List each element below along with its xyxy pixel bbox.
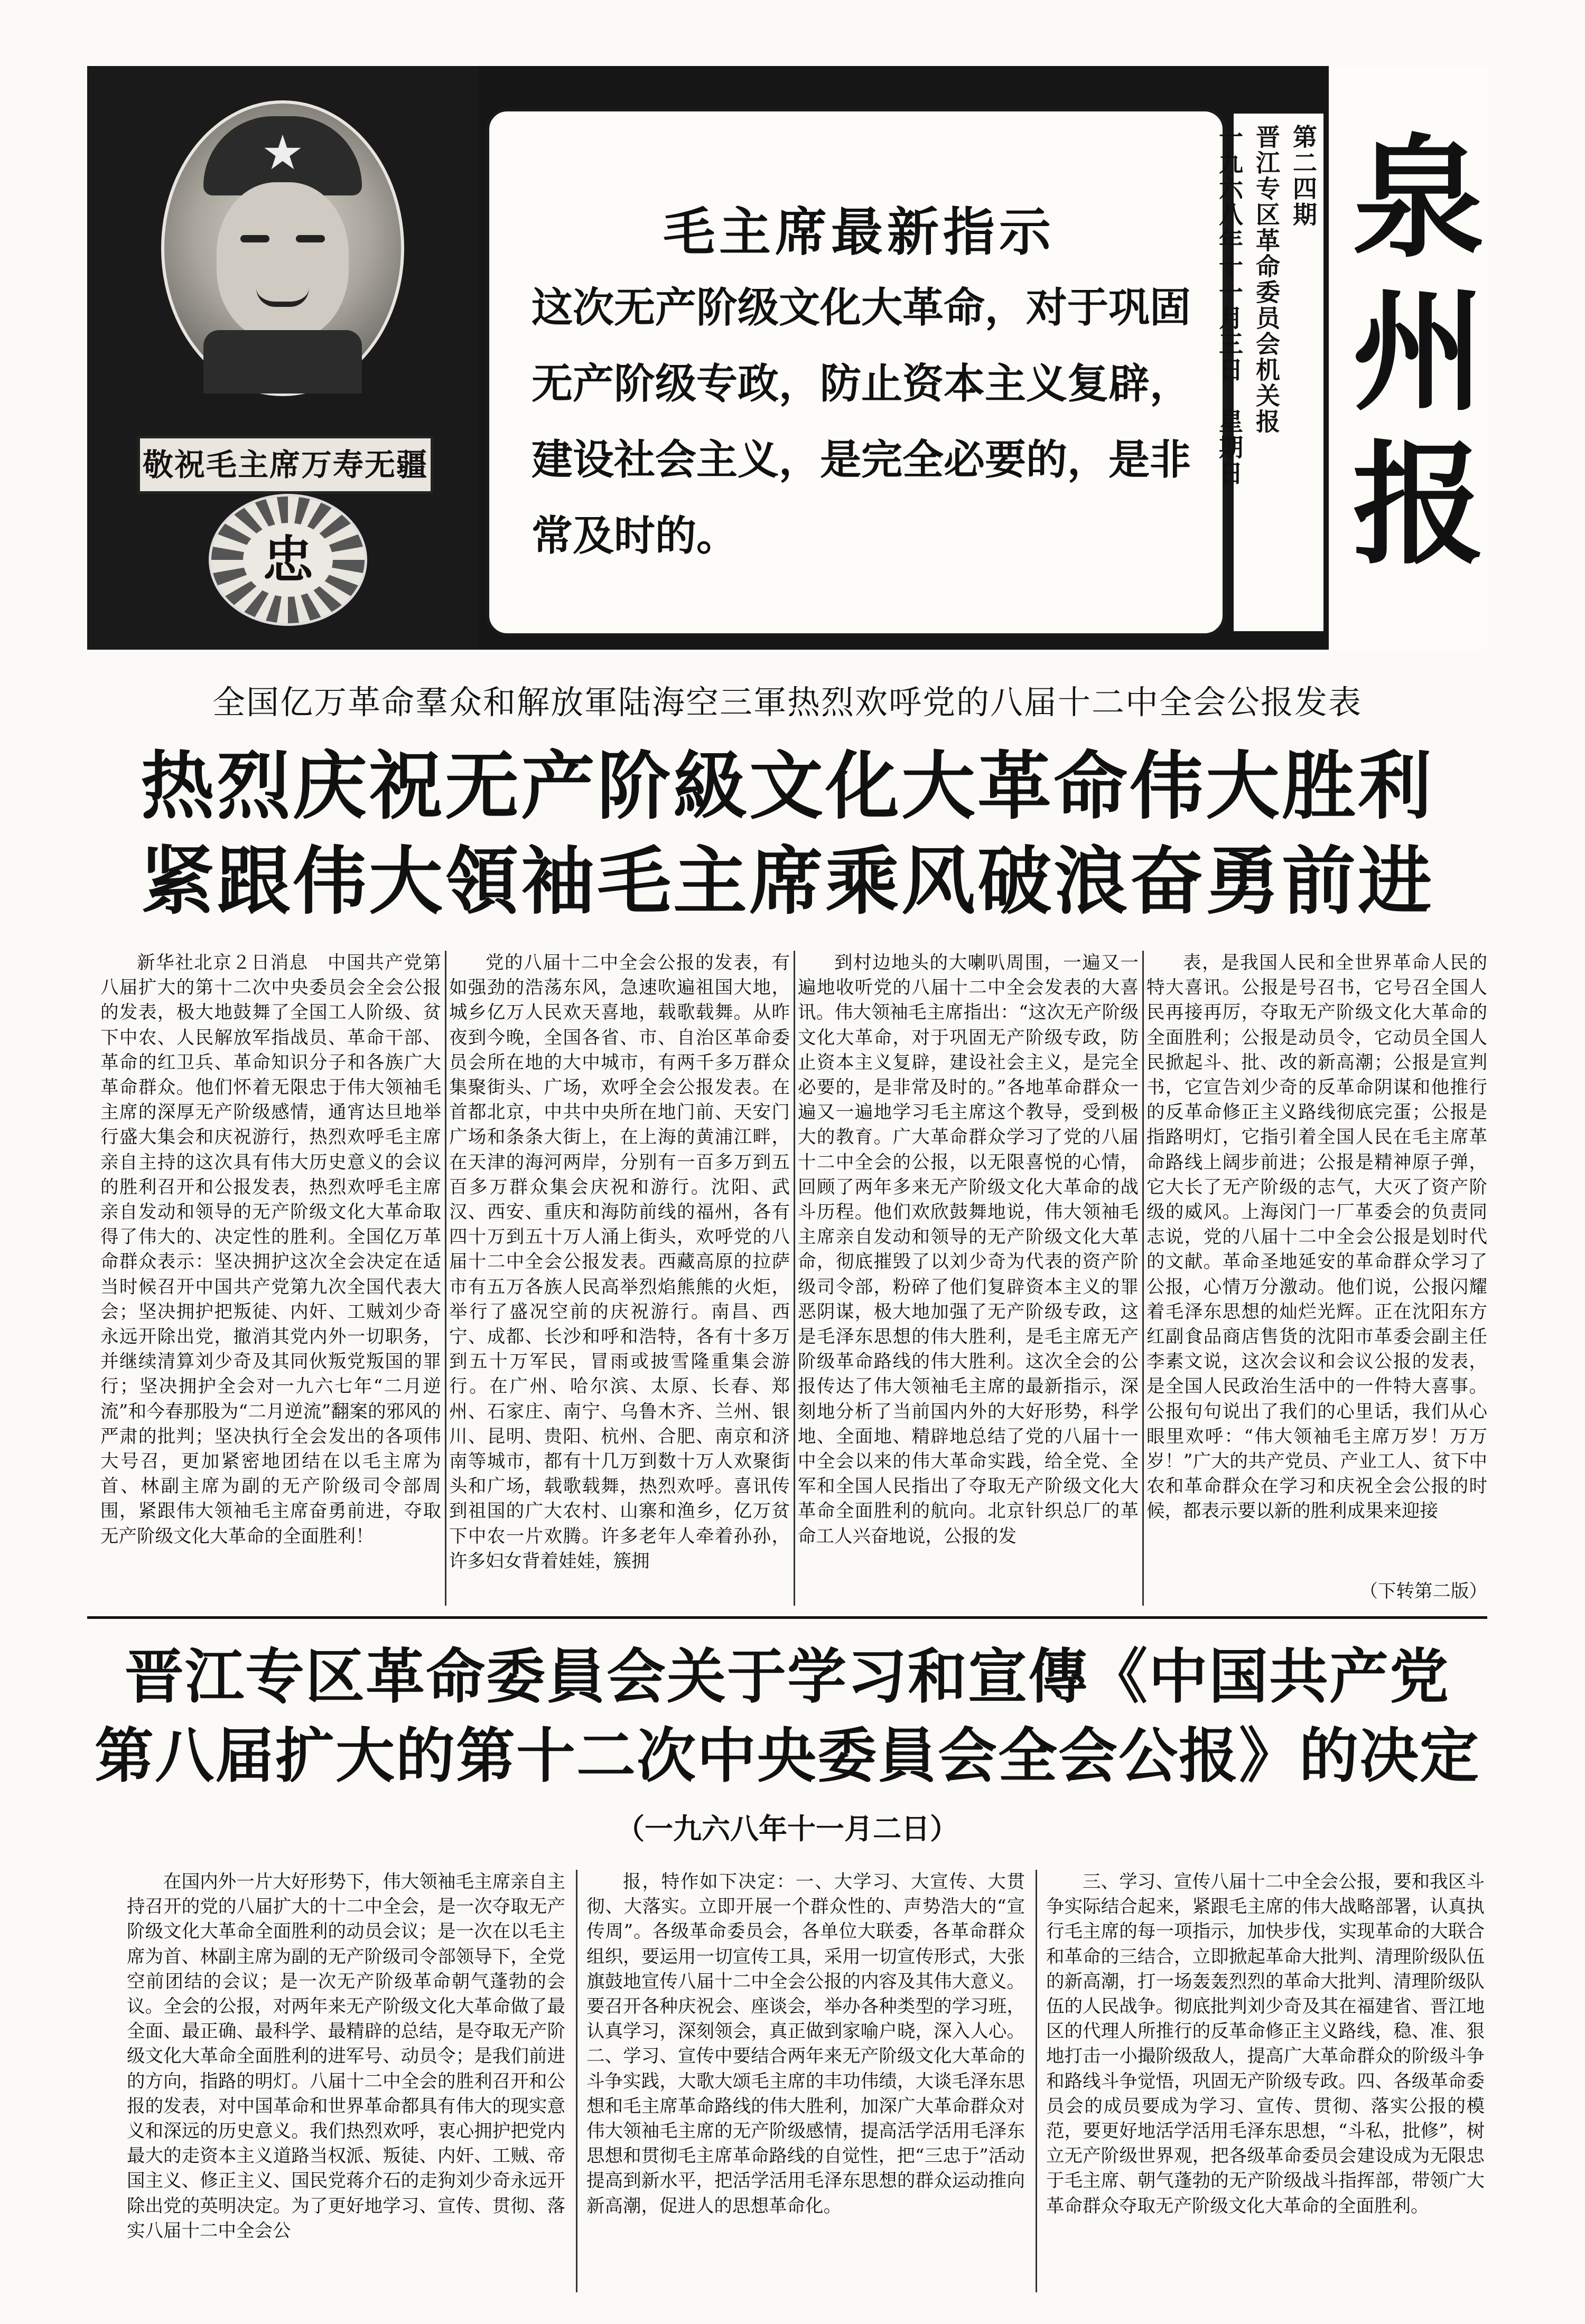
lead-column-4 [1146, 951, 1487, 1606]
lead-paragraph: 到村边地头的大喇叭周围，一遍又一遍地收听党的八届十二中全会发表的大喜讯。伟大领袖毛主席指出：“这次无产阶级文化大革命，对于巩固无产阶级专政，防止资本主义复辟，建设社会主义，是完全必要的，是非常及时的。”各地革命群众一遍又一遍地学习毛主席这个教导，受到极大的教育。广大革命群众学习了党的八届十二中全会的公报，以无限喜悦的心情，回顾了两年多来无产阶级文化大革命的战斗历程。他们欢欣鼓舞地说，伟大领袖毛主席亲自发动和领导的无产阶级文化大革命，彻底摧毁了以刘少奇为代表的资产阶级司令部，粉碎了他们复辟资本主义的罪恶阴谋，极大地加强了无产阶级专政，这是毛泽东思想的伟大胜利，是毛主席无产阶级革命路线的伟大胜利。这次全会的公报传达了伟大领袖毛主席的最新指示，深刻地分析了当前国内外的大好形势，科学地、全面地、精辟地总结了党的八届十一中全会以来的伟大革命实践，给全党、全军和全国人民指出了夺取无产阶级文化大革命全面胜利的航向。北京针织总厂的革命工人兴奋地说，公报的发 [798, 952, 1139, 1547]
decision-paragraph: 在国内外一片大好形势下，伟大领袖毛主席亲自主持召开的党的八届扩大的十二中全会，是一次夺取无产阶级文化大革命全面胜利的动员会议；是一次在以毛主席为首、林副主席为副的无产阶级司令部领导下，全党空前团结的会议；是一次无产阶级革命朝气蓬勃的会议。全会的公报，对两年来无产阶级文化大革命做了最全面、最正确、最科学、最精辟的总结，是夺取无产阶级文化大革命全面胜利的进军号、动员令；是我们前进的方向，指路的明灯。八届十二中全会的胜利召开和公报的发表，对中国革命和世界革命都具有伟大的现实意义和深远的历史意义。我们热烈欢呼，衷心拥护把党内最大的走资本主义道路当权派、叛徒、内奸、工贼、帝国主义、修正主义、国民党蒋介石的走狗刘少奇永远开除出党的英明决定。为了更好地学习、宣传、贯彻、落实八届十二中全会公 [127, 1871, 565, 2242]
lead-column-2 [449, 951, 790, 1606]
portrait-eye-right [296, 235, 325, 242]
lead-paragraph: 党的八届十二中全会公报的发表，有如强劲的浩荡东风，急速吹遍祖国大地，城乡亿万人民欢天喜地，载歌载舞。从昨夜到今晚，全国各省、市、自治区革命委员会所在地的大中城市，有两千多万群众集聚街头、广场，欢呼全会公报发表。在首都北京，中共中央所在地门前、天安门广场和条条大街上，在上海的黄浦江畔，在天津的海河两岸，分别有一百多万到五百多万群众集会庆祝和游行。沈阳、武汉、西安、重庆和海防前线的福州，各有四十万到五十万人涌上街头，欢呼党的八届十二中全会公报发表。西藏高原的拉萨市有五万各族人民高举烈焰熊熊的火炬，举行了盛况空前的庆祝游行。南昌、西宁、成都、长沙和呼和浩特，各有十多万到五十万军民，冒雨或披雪隆重集会游行。在广州、哈尔滨、太原、长春、郑州、石家庄、南宁、乌鲁木齐、兰州、银川、昆明、贵阳、杭州、合肥、南京和济南等城市，都有十几万到数十万人欢聚街头和广场，载歌载舞，热烈欢呼。喜讯传到祖国的广大农村、山寨和渔乡，亿万贫下中农一片欢腾。许多老年人牵着孙孙，许多妇女背着娃娃，簇拥 [449, 952, 790, 1572]
lead-paragraph: 新华社北京２日消息 中国共产党第八届扩大的第十二次中央委员会全会公报的发表，极大地鼓舞了全国工人阶级、贫下中农、人民解放军指战员、革命干部、革命的红卫兵、革命知识分子和各族广大革命群众。他们怀着无限忠于伟大领袖毛主席的深厚无产阶级感情，通宵达旦地举行盛大集会和庆祝游行，热烈欢呼毛主席亲自主持的这次具有伟大历史意义的会议的胜利召开和公报发表，热烈欢呼毛主席亲自发动和领导的无产阶级文化大革命取得了伟大的、决定性的胜利。全国亿万革命群众表示：坚决拥护这次全会决定在适当时候召开中国共产党第九次全国代表大会；坚决拥护把叛徒、内奸、工贼刘少奇永远开除出党，撤消其党内外一切职务，并继续清算刘少奇及其同伙叛党叛国的罪行；坚决拥护全会对一九六七年“二月逆流”和今春那股为“二月逆流”翻案的邪风的严肃的批判；坚决执行全会发出的各项伟大号召，更加紧密地团结在以毛主席为首、林副主席为副的无产阶级司令部周围，紧跟伟大领袖毛主席奋勇前进，夺取无产阶级文化大革命的全面胜利！ [100, 952, 441, 1547]
publisher: 晋江专区革命委员会机关报 [1252, 124, 1281, 435]
portrait-face [217, 182, 349, 341]
sunflower-character: 忠 [243, 523, 333, 597]
portrait-collar [203, 330, 362, 393]
directive-title: 毛主席最新指示 [663, 202, 1055, 263]
directive-text: 这次无产阶级文化大革命，对于巩固无产阶级专政，防止资本主义复辟，建设社会主义，是完全必要的，是非常及时的。 [532, 284, 1191, 560]
star-icon: ★ [261, 125, 304, 181]
decision-column-3 [1046, 1870, 1485, 2292]
issue-info [1215, 114, 1323, 631]
latest-directive-box [486, 108, 1226, 636]
lead-column-3 [798, 951, 1139, 1606]
decision-paragraph: 报，特作如下决定：一、大学习、大宣传、大贯彻、大落实。立即开展一个群众性的、声势浩大的“宣传周”。各级革命委员会，各单位大联委，各革命群众组织，要运用一切宣传工具，采用一切宣传形式，大张旗鼓地宣传八届十二中全会公报的内容及其伟大意义。要召开各种庆祝会、座谈会，举办各种类型的学习班，认真学习，深刻领会，真正做到家喻户晓，深入人心。二、学习、宣传中要结合两年来无产阶级文化大革命的斗争实践，大歌大颂毛主席的丰功伟绩，大谈毛泽东思想和毛主席革命路线的伟大胜利，加深广大革命群众对伟大领袖毛主席的无产阶级感情，提高活学活用毛泽东思想和贯彻毛主席革命路线的自觉性，把“三忠于”活动提高到新水平，把活学活用毛泽东思想的群众运动推向新高潮，促进人的思想革命化。 [586, 1871, 1025, 2217]
lead-column-1 [100, 951, 441, 1606]
lead-paragraph: 表，是我国人民和全世界革命人民的特大喜讯。公报是号召书，它号召全国人民再接再厉，夺取无产阶级文化大革命的全面胜利；公报是动员令，它动员全国人民掀起斗、批、改的新高潮；公报是宣判书，它宣告刘少奇的反革命阴谋和他推行的反革命修正主义路线彻底完蛋；公报是指路明灯，它指引着全国人民在毛主席革命路线上阔步前进；公报是精神原子弹，它大长了无产阶级的志气，大灭了资产阶级的威风。上海闵门一厂革委会的负责同志说，党的八届十二中全会公报是划时代的文献。革命圣地延安的革命群众学习了公报，心情万分激动。他们说，公报闪耀着毛泽东思想的灿烂光辉。正在沈阳东方红副食品商店售货的沈阳市革委会副主任李素文说，这次会议和会议公报的发表，是全国人民政治生活中的一件特大喜事。公报句句说出了我们的心里话，我们从心眼里欢呼：“伟大领袖毛主席万岁！万万岁！”广大的共产党员、产业工人、贫下中农和革命群众在学习和庆祝全会公报的时候，都表示要以新的胜利成果来迎接 [1146, 952, 1487, 1522]
portrait-eye-left [240, 235, 269, 242]
decision-title-line-1: 晋江专区革命委員会关于学习和宣傳《中国共产党 [125, 1642, 1450, 1711]
kicker-headline: 全国亿万革命羣众和解放軍陆海空三軍热烈欢呼党的八届十二中全会公报发表 [212, 683, 1362, 721]
issue-date: 一九六八年十一月三日 星期日 [1215, 124, 1244, 486]
continued-note: （下转第二版） [1359, 1581, 1487, 1602]
decision-column-1 [127, 1870, 565, 2292]
section-divider [87, 1616, 1487, 1619]
decision-title-line-2: 第八届扩大的第十二次中央委員会全会公报》的决定 [95, 1721, 1480, 1791]
decision-column-2 [586, 1870, 1025, 2292]
decision-paragraph: 三、学习、宣传八届十二中全会公报，要和我区斗争实际结合起来，紧跟毛主席的伟大战略部署，认真执行毛主席的每一项指示，加快步伐，实现革命的大联合和革命的三结合，立即掀起革命大批判、清理阶级队伍的新高潮，打一场轰轰烈烈的革命大批判、清理阶级队伍的人民战争。彻底批判刘少奇及其在福建省、晋江地区的代理人所推行的反革命修正主义路线，稳、准、狠地打击一小撮阶级敌人，提高广大革命群众的阶级斗争和路线斗争觉悟，巩固无产阶级专政。四、各级革命委员会的成员要成为学习、宣传、贯彻、落实公报的模范，要更好地活学活用毛泽东思想，“斗私，批修”，树立无产阶级世界观，把各级革命委员会建设成为无限忠于毛主席、朝气蓬勃的无产阶级战斗指挥部，带领广大革命群众夺取无产阶级文化大革命的全面胜利。 [1046, 1871, 1485, 2217]
column-divider [576, 1870, 577, 2292]
masthead [87, 66, 1487, 650]
issue-number: 第二四期 [1289, 124, 1318, 228]
decision-date: （一九六八年十一月二日） [616, 1812, 958, 1845]
column-divider [794, 951, 795, 1606]
column-divider [1036, 1870, 1037, 2292]
paper-name: 泉州报 [1329, 66, 1487, 650]
column-divider [445, 951, 446, 1606]
portrait-panel [87, 66, 478, 650]
column-divider [1142, 951, 1144, 1606]
main-headline-line-2: 紧跟伟大領袖毛主席乘风破浪奋勇前进 [140, 839, 1434, 925]
slogan-banner: 敬祝毛主席万寿无疆 [137, 436, 433, 494]
main-headline-line-1: 热烈庆祝无产阶級文化大革命伟大胜利 [140, 744, 1434, 830]
